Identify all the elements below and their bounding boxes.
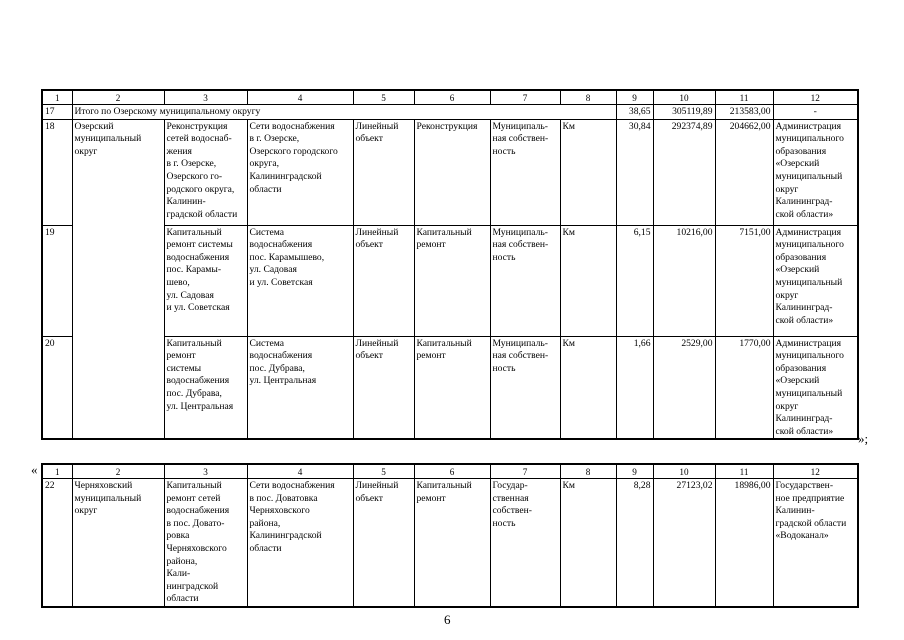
- header-cell: 11: [715, 464, 773, 479]
- funding-value: 7151,00: [715, 225, 773, 336]
- work-description: Капитальный ремонт системы водоснабжения пос. Карамы- шево, ул. Садовая и ул. Советская: [164, 225, 247, 336]
- object-description: Система водоснабжения пос. Карамышево, ул. Садовая и ул. Советская: [247, 225, 353, 336]
- column-number-header-row: [42, 464, 858, 479]
- header-cell: 8: [560, 464, 616, 479]
- work-description: Реконструкция сетей водоснаб- жения в г. Озерске, Озерского го- родского округа, Калинин- градской области: [164, 119, 247, 225]
- total-funding: 213583,00: [715, 105, 773, 120]
- unit: Км: [560, 336, 616, 439]
- row-number: 19: [42, 225, 72, 336]
- length-value: 30,84: [616, 119, 653, 225]
- header-cell: 4: [247, 464, 353, 479]
- length-value: 6,15: [616, 225, 653, 336]
- ownership: Муниципаль- ная собствен- ность: [490, 119, 560, 225]
- header-cell: 1: [42, 90, 72, 105]
- unit: Км: [560, 119, 616, 225]
- work-type: Капитальный ремонт: [414, 336, 490, 439]
- header-cell: 10: [653, 90, 715, 105]
- ownership: Муниципаль- ная собствен- ность: [490, 225, 560, 336]
- work-description: Капитальный ремонт системы водоснабжения пос. Дубрава, ул. Центральная: [164, 336, 247, 439]
- header-cell: 12: [773, 464, 858, 479]
- total-row: [42, 105, 858, 120]
- page-number: 6: [444, 612, 451, 627]
- funding-value: 1770,00: [715, 336, 773, 439]
- work-description: Капитальный ремонт сетей водоснабжения в пос. Довато- ровка Черняховского района, Кали- нинградской области: [164, 479, 247, 607]
- opening-quote-mark: «: [31, 462, 38, 477]
- header-cell: 6: [414, 90, 490, 105]
- header-cell: 4: [247, 90, 353, 105]
- header-cell: 9: [616, 90, 653, 105]
- district-name: Озерский муниципальный округ: [72, 119, 164, 439]
- table-row: [42, 225, 858, 336]
- object-type: Линейный объект: [353, 119, 414, 225]
- operator: Администрация муниципального образования «Озерский муниципальный округ Калининград- ской области»: [773, 119, 858, 225]
- header-cell: 5: [353, 90, 414, 105]
- cost-value: 27123,02: [653, 479, 715, 607]
- length-value: 8,28: [616, 479, 653, 607]
- header-cell: 6: [414, 464, 490, 479]
- object-type: Линейный объект: [353, 336, 414, 439]
- work-type: Капитальный ремонт: [414, 479, 490, 607]
- header-cell: 12: [773, 90, 858, 105]
- header-cell: 9: [616, 464, 653, 479]
- object-type: Линейный объект: [353, 225, 414, 336]
- row-number: 17: [42, 105, 72, 120]
- object-description: Сети водоснабжения в пос. Доватовка Черняховского района, Калининградской области: [247, 479, 353, 607]
- unit: Км: [560, 479, 616, 607]
- closing-quote-mark: »;: [858, 431, 869, 446]
- header-cell: 8: [560, 90, 616, 105]
- header-cell: 11: [715, 90, 773, 105]
- header-cell: 10: [653, 464, 715, 479]
- operator: Администрация муниципального образования «Озерский муниципальный округ Калининград- ской области»: [773, 225, 858, 336]
- table-row: [42, 119, 858, 225]
- objects-table-continued: [41, 89, 859, 440]
- work-type: Капитальный ремонт: [414, 225, 490, 336]
- header-cell: 2: [72, 90, 164, 105]
- header-cell: 2: [72, 464, 164, 479]
- table-row: [42, 479, 858, 607]
- work-type: Реконструкция: [414, 119, 490, 225]
- header-cell: 1: [42, 464, 72, 479]
- total-label: Итого по Озерскому муниципальному округу: [72, 105, 616, 120]
- object-type: Линейный объект: [353, 479, 414, 607]
- operator: Администрация муниципального образования «Озерский муниципальный округ Калининград- ской области»: [773, 336, 858, 439]
- header-cell: 3: [164, 90, 247, 105]
- object-description: Система водоснабжения пос. Дубрава, ул. Центральная: [247, 336, 353, 439]
- header-cell: 7: [490, 90, 560, 105]
- objects-table-new: [41, 463, 859, 608]
- operator: Государствен- ное предприятие Калинин- градской области «Водоканал»: [773, 479, 858, 607]
- ownership: Муниципаль- ная собствен- ность: [490, 336, 560, 439]
- header-cell: 7: [490, 464, 560, 479]
- total-operator: -: [773, 105, 858, 120]
- ownership: Государ- ственная собствен- ность: [490, 479, 560, 607]
- row-number: 22: [42, 479, 72, 607]
- cost-value: 2529,00: [653, 336, 715, 439]
- total-length: 38,65: [616, 105, 653, 120]
- cost-value: 292374,89: [653, 119, 715, 225]
- object-description: Сети водоснабжения в г. Озерске, Озерского городского округа, Калининградской области: [247, 119, 353, 225]
- district-name: Черняховский муниципальный округ: [72, 479, 164, 607]
- cost-value: 10216,00: [653, 225, 715, 336]
- header-cell: 5: [353, 464, 414, 479]
- table-row: [42, 336, 858, 439]
- total-cost: 305119,89: [653, 105, 715, 120]
- row-number: 20: [42, 336, 72, 439]
- header-cell: 3: [164, 464, 247, 479]
- column-number-header-row: [42, 90, 858, 105]
- funding-value: 18986,00: [715, 479, 773, 607]
- length-value: 1,66: [616, 336, 653, 439]
- funding-value: 204662,00: [715, 119, 773, 225]
- unit: Км: [560, 225, 616, 336]
- row-number: 18: [42, 119, 72, 225]
